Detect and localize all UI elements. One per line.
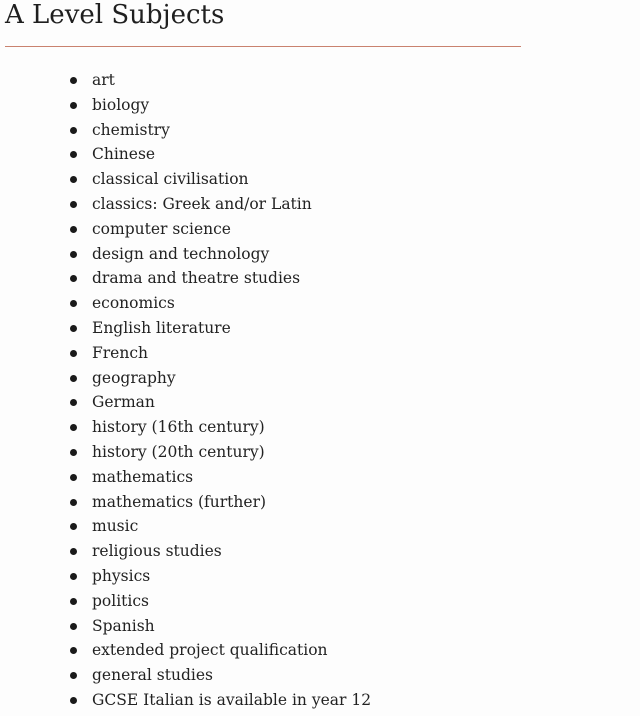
list-item <box>0 192 371 217</box>
bullet-icon <box>70 499 77 506</box>
subject-label: general studies <box>92 666 213 685</box>
bullet-icon <box>70 623 77 630</box>
bullet-icon <box>70 573 77 580</box>
bullet-icon <box>70 102 77 109</box>
bullet-icon <box>70 548 77 555</box>
bullet-icon <box>70 201 77 208</box>
list-item <box>0 142 371 167</box>
list-item <box>0 539 371 564</box>
bullet-icon <box>70 300 77 307</box>
list-item <box>0 440 371 465</box>
bullet-icon <box>70 424 77 431</box>
subject-label: classics: Greek and/or Latin <box>92 194 312 213</box>
bullet-icon <box>70 449 77 456</box>
list-item <box>0 93 371 118</box>
subject-label: GCSE Italian is available in year 12 <box>92 690 372 709</box>
bullet-icon <box>70 77 77 84</box>
subject-label: German <box>92 393 155 412</box>
subject-label: chemistry <box>92 120 170 139</box>
bullet-icon <box>70 251 77 258</box>
bullet-icon <box>70 176 77 183</box>
bullet-icon <box>70 275 77 282</box>
list-item <box>0 167 371 192</box>
bullet-icon <box>70 598 77 605</box>
bullet-icon <box>70 697 77 704</box>
list-item <box>0 242 371 267</box>
subject-label: music <box>92 517 139 536</box>
bullet-icon <box>70 672 77 679</box>
list-item <box>0 68 371 93</box>
subject-label: mathematics (further) <box>92 492 267 511</box>
title-divider <box>5 46 521 47</box>
subject-label: computer science <box>92 219 231 238</box>
subject-label: design and technology <box>92 244 270 263</box>
subject-label: Chinese <box>92 145 156 164</box>
list-item <box>0 217 371 242</box>
list-item <box>0 688 371 713</box>
subject-label: religious studies <box>92 542 222 561</box>
list-item <box>0 316 371 341</box>
list-item <box>0 415 371 440</box>
list-item <box>0 638 371 663</box>
subject-label: English literature <box>92 318 231 337</box>
bullet-icon <box>70 325 77 332</box>
list-item <box>0 118 371 143</box>
list-item <box>0 564 371 589</box>
page-title: A Level Subjects <box>5 0 225 30</box>
bullet-icon <box>70 399 77 406</box>
list-item <box>0 514 371 539</box>
subject-label: history (16th century) <box>92 418 265 437</box>
subject-label: economics <box>92 294 175 313</box>
bullet-icon <box>70 127 77 134</box>
list-item <box>0 341 371 366</box>
subject-label: history (20th century) <box>92 442 265 461</box>
bullet-icon <box>70 350 77 357</box>
subject-label: French <box>92 343 148 362</box>
bullet-icon <box>70 523 77 530</box>
subject-label: politics <box>92 591 149 610</box>
list-item <box>0 614 371 639</box>
list-item <box>0 589 371 614</box>
subject-label: Spanish <box>92 616 155 635</box>
subject-label: classical civilisation <box>92 170 249 189</box>
bullet-icon <box>70 474 77 481</box>
list-item <box>0 291 371 316</box>
list-item <box>0 663 371 688</box>
subject-label: physics <box>92 566 151 585</box>
bullet-icon <box>70 375 77 382</box>
subject-list <box>0 68 371 713</box>
subject-label: mathematics <box>92 467 194 486</box>
bullet-icon <box>70 226 77 233</box>
list-item <box>0 490 371 515</box>
bullet-icon <box>70 151 77 158</box>
subject-label: extended project qualification <box>92 641 328 660</box>
subject-label: biology <box>92 95 150 114</box>
list-item <box>0 266 371 291</box>
subject-label: drama and theatre studies <box>92 269 301 288</box>
list-item <box>0 390 371 415</box>
list-item <box>0 366 371 391</box>
subject-label: art <box>92 71 115 89</box>
subject-label: geography <box>92 368 176 387</box>
bullet-icon <box>70 647 77 654</box>
list-item <box>0 465 371 490</box>
